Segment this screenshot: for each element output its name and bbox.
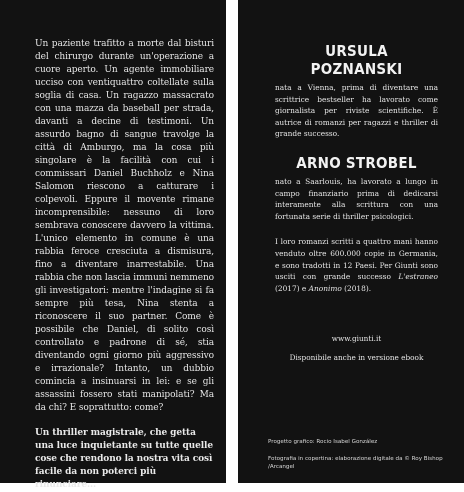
back-cover-left-panel bbox=[0, 0, 226, 490]
author-name-strobel: ARNO STROBEL bbox=[296, 153, 417, 172]
joint-bio-start: I loro romanzi scritti a quattro mani hanno venduto oltre 600.000 copie in Germania, e sono tradotti in 12 Paesi. Per Giunti sono usciti con grande successo bbox=[275, 237, 438, 282]
credit-graphic-design: Progetto grafico: Rocio Isabel González bbox=[268, 439, 378, 445]
credit-cover-photo: Fotografia in copertina: elaborazione digitale da © Roy Bishop /Arcangel bbox=[268, 456, 443, 470]
author-name-poznanski: URSULA POZNANSKI bbox=[310, 42, 403, 78]
publisher-website: www.giunti.it bbox=[331, 334, 382, 344]
credits-block bbox=[238, 0, 464, 483]
author-bio-strobel: nato a Saarlouis, ha lavorato a lungo in campo finanziario prima di dedicarsi interamente alla scrittura con una fortunata serie di thriller psicologici. bbox=[275, 176, 438, 221]
author-bio-poznanski: nata a Vienna, prima di diventare una scrittrice bestseller ha lavorato come giornalista per riviste scientifiche. È autrice di romanzi per ragazzi e thriller di grande successo. bbox=[275, 83, 438, 139]
book-title-estraneo: L'estraneo bbox=[398, 272, 438, 282]
book-title-anonimo: Anonimo bbox=[308, 283, 342, 293]
tagline-text: Un thriller magistrale, che getta una luce inquietante su tutte quelle cose che rendono la nostra vita così facile da non poterci più rinunciare... bbox=[35, 428, 213, 490]
joint-bio-end: (2018). bbox=[341, 283, 372, 293]
ebook-availability-note: Disponibile anche in versione ebook bbox=[289, 353, 424, 363]
joint-bio-mid: (2017) e bbox=[275, 283, 309, 293]
synopsis-text: Un paziente trafitto a morte dal bisturi del chirurgo durante un'operazione a cuore aperto. Un agente immobiliare ucciso con ventiquattro coltellate sulla soglia di casa. Un ragazzo massacrato con una mazza da baseball per strada, davanti a decine di testimoni. Un assurdo bagno di sangue travolge la città di Amburgo, ma la cosa più singolare è la facilità con cui i commissari Daniel Buchholz e Nina Salomon riescono a catturare i colpevoli. Eppure il movente rimane incomprensibile: nessuno di loro sembrava conoscere davvero la vittima. L'unico elemento in comune è una rabbia feroce cresciuta a dismisura, fino a diventare inarrestabile. Una rabbia che non lascia immuni nemmeno gli investigatori: mentre l'indagine si fa sempre più tesa, Nina stenta a riconoscere il suo partner. Come è possibile che Daniel, di solito così controllato e padrone di sé, stia diventando ogni giorno più aggressivo e irrazionale? Intanto, un dubbio comincia a insinuarsi in lei: e se gli assassini fossero stati manipolati? Ma da chi? E soprattutto: come? bbox=[35, 39, 214, 413]
